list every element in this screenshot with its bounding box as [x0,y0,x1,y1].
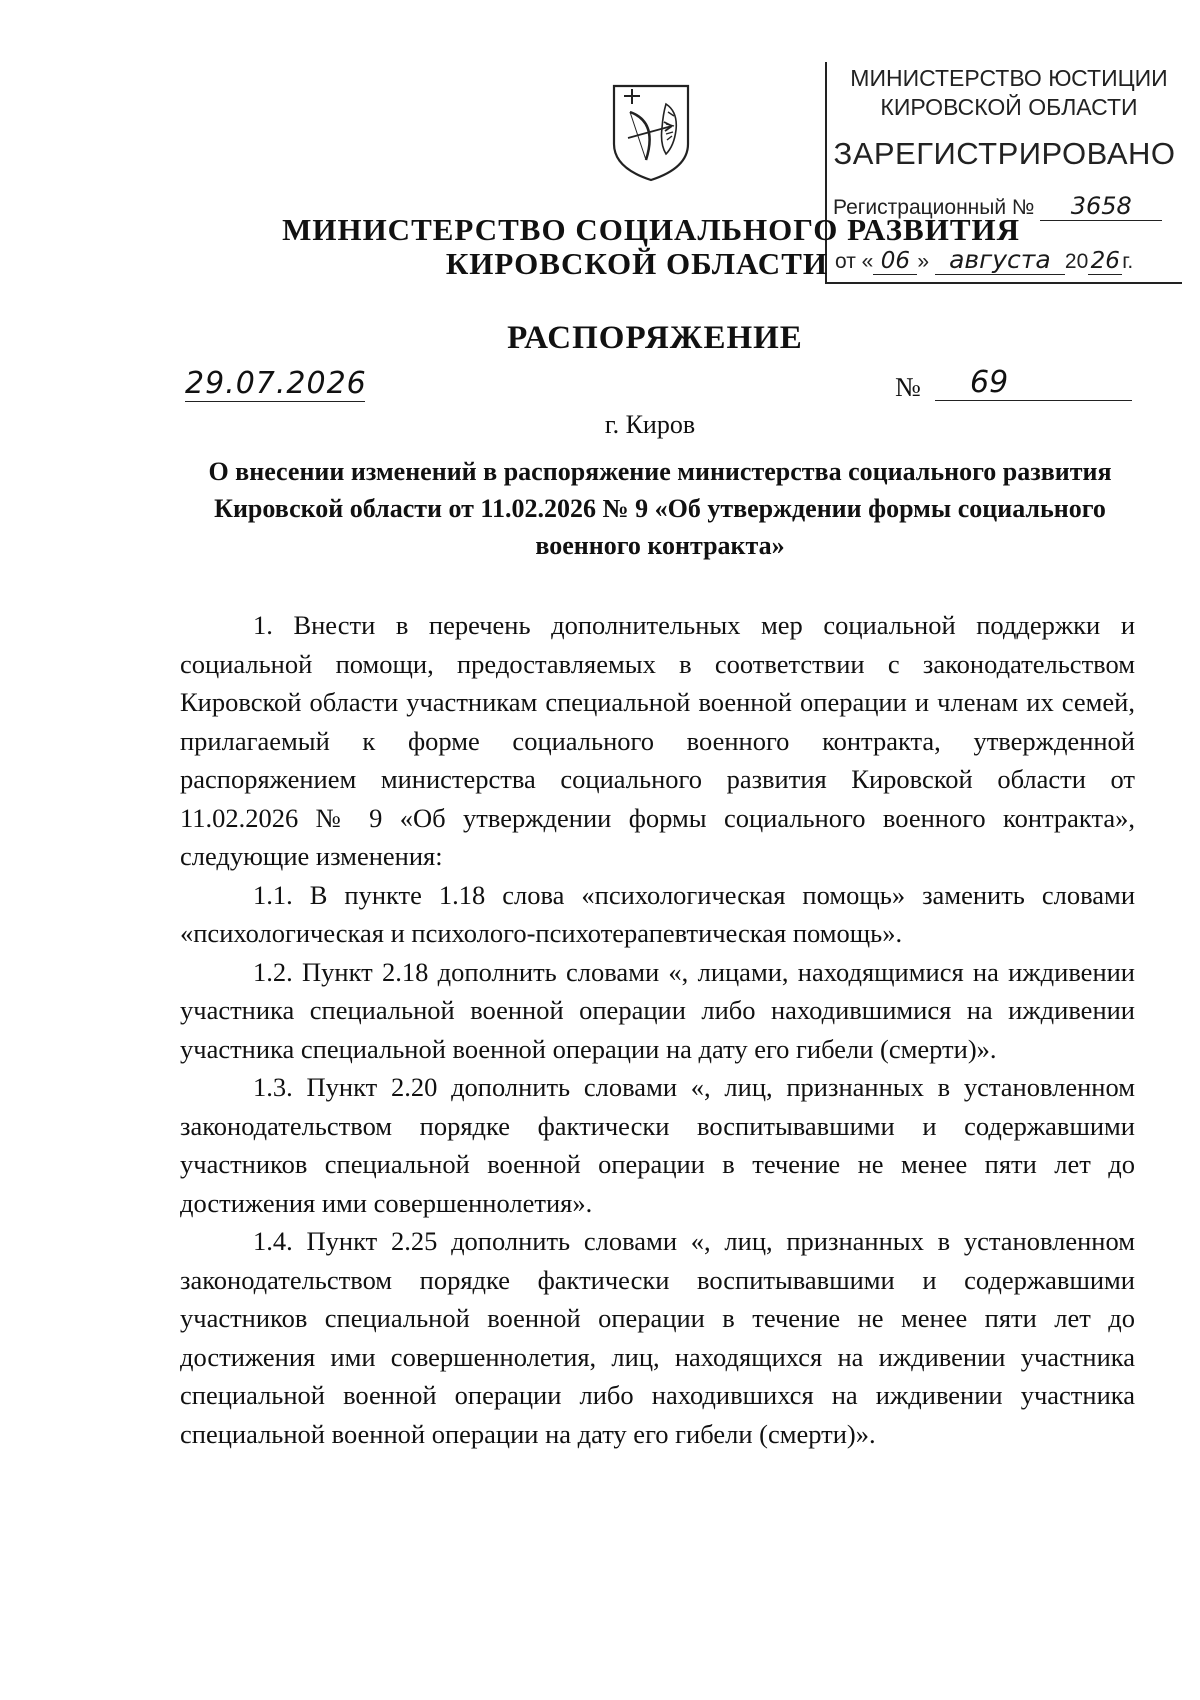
stamp-date-line [835,245,1133,275]
coat-of-arms-emblem [610,82,692,182]
stamp-date-prefix: от « [835,250,874,273]
paragraph-1-1: 1.1. В пункте 1.18 слова «психологическая помощь» заменить словами «психологическая и психолого-психотерапевтическая помощь». [180,879,1135,948]
paragraph-1-2: 1.2. Пункт 2.18 дополнить словами «, лицами, находящимися на иждивении участника специальной военной операции либо находившимися на иждивении участника специальной военной операции на дату его гибели (смерти)». [180,956,1135,1064]
ministry-name-line1: МИНИСТЕРСТВО СОЦИАЛЬНОГО РАЗВИТИЯ [282,212,1020,247]
ministry-name-line2: КИРОВСКОЙ ОБЛАСТИ [445,246,828,281]
paragraph-1: 1. Внести в перечень дополнительных мер социальной поддержки и социальной помощи, предоставляемых в соответствии с законодательством Кировской области участникам специальной военной операции и членам их семей, прилагаемый к форме социального военного контракта, утвержденной распоряжением министерства социального развития Кировской области от 11.02.2026 № 9 «Об утверждении формы социального военного контракта», следующие изменения: [180,610,1135,871]
stamp-date-year: 26 [1088,248,1122,275]
stamp-ministry-name: МИНИСТЕРСТВО ЮСТИЦИИ КИРОВСКОЙ ОБЛАСТИ [850,65,1168,120]
stamp-date-suffix: г. [1122,250,1134,273]
document-number-label: № [895,372,921,402]
document-type: РАСПОРЯЖЕНИЕ [507,320,803,356]
registration-stamp [825,62,1182,284]
paragraph-1-4: 1.4. Пункт 2.25 дополнить словами «, лиц, признанных в установленном законодательством порядке фактически воспитывавшими и содержавшими участников специальной военной операции в течение не менее пяти лет до достижения ими совершеннолетия, лиц, находящихся на иждивении участника специальной военной операции либо находившихся на иждивении участника специальной военной операции на дату его гибели (смерти)». [180,1226,1135,1449]
stamp-date-day: 06 [873,248,917,275]
stamp-reg-number: 3658 [1040,192,1162,221]
document-date: 29.07.2026 [185,366,367,401]
stamp-status: ЗАРЕГИСТРИРОВАНО [833,136,1176,171]
stamp-date-century: 20 [1064,250,1089,273]
stamp-reg-label: Регистрационный № [833,196,1035,219]
document-number: 69 [935,365,1132,401]
document-subject: О внесении изменений в распоряжение министерства социального развития Кировской области от 11.02.2026 № 9 «Об утверждении формы социального военного контракта» [208,457,1112,560]
paragraph-1-3: 1.3. Пункт 2.20 дополнить словами «, лиц, признанных в установленном законодательством порядке фактически воспитывавшими и содержавшими участников специальной военной операции в течение не менее пяти лет до достижения ими совершеннолетия». [180,1072,1135,1218]
document-body [180,606,1135,1453]
stamp-date-month: августа [935,245,1065,275]
stamp-date-mid: » [917,250,930,273]
document-city: г. Киров [604,410,696,439]
